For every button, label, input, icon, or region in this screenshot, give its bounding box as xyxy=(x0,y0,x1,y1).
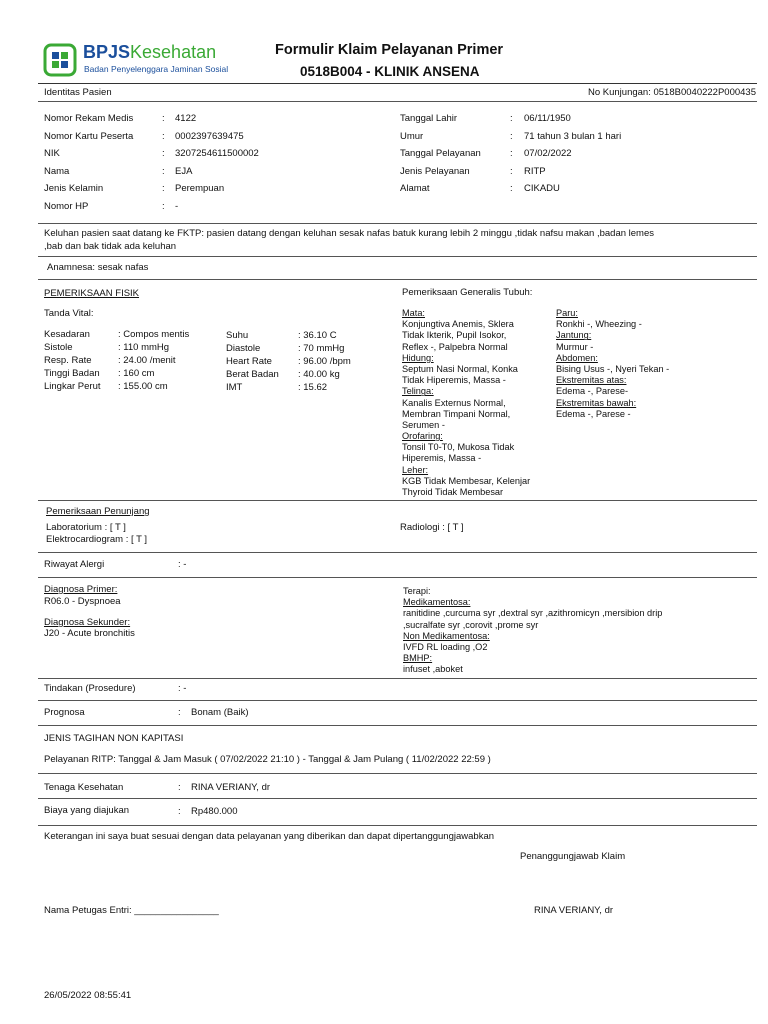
vital-label: Berat Badan xyxy=(226,369,279,380)
value-kartu-peserta: 0002397639475 xyxy=(175,130,244,142)
bmhp: infuset ,aboket xyxy=(403,664,463,675)
riwayat-alergi-label: Riwayat Alergi xyxy=(44,559,105,570)
terapi-heading: Terapi: xyxy=(403,586,431,596)
keterangan: Keterangan ini saya buat sesuai dengan data pelayanan yang diberikan dan dapat dipertanggungjawabkan xyxy=(44,831,495,842)
patient-right-values xyxy=(524,110,621,198)
vital-value: : Compos mentis xyxy=(118,329,190,340)
label-tanggal-lahir: Tanggal Lahir xyxy=(400,113,458,124)
generalis-finding: Edema -, Parese - xyxy=(556,408,631,419)
no-kunjungan: No Kunjungan: 0518B0040222P000435 xyxy=(588,87,756,98)
sep: : xyxy=(162,200,165,212)
vital-label: Kesadaran xyxy=(44,329,90,340)
vital-value: : 24.00 /menit xyxy=(118,355,176,366)
label-jenis-pelayanan: Jenis Pelayanan xyxy=(400,165,470,177)
sep: : xyxy=(510,165,513,177)
generalis-finding: Septum Nasi Normal, Konka xyxy=(402,363,518,374)
generalis-section-heading: Telinga: xyxy=(402,386,434,397)
biaya-value: Rp480.000 xyxy=(191,806,238,817)
generalis-finding: Membran Timpani Normal, xyxy=(402,408,511,419)
sep: : xyxy=(162,148,165,160)
generalis-finding: Hiperemis, Massa - xyxy=(402,453,482,464)
generalis-heading: Pemeriksaan Generalis Tubuh: xyxy=(402,287,533,298)
logo-subtitle: Badan Penyelenggara Jaminan Sosial xyxy=(84,64,229,74)
label-tanggal-pelayanan: Tanggal Pelayanan xyxy=(400,148,481,160)
label-kartu-peserta: Nomor Kartu Peserta xyxy=(44,130,134,142)
vitals-left-labels xyxy=(44,328,101,393)
sep: : xyxy=(162,165,165,177)
vitals-left-values xyxy=(118,328,189,393)
prognosa-label: Prognosa xyxy=(44,707,85,718)
vitals-right-values xyxy=(298,329,351,394)
prognosa-value: Bonam (Baik) xyxy=(191,707,249,718)
sep: : xyxy=(162,113,165,124)
non-medikamentosa: IVFD RL loading ,O2 xyxy=(403,641,488,652)
value-tanggal-pelayanan: 07/02/2022 xyxy=(524,148,572,160)
generalis-finding: Tidak Hiperemis, Massa - xyxy=(402,375,506,386)
radiologi: Radiologi : [ T ] xyxy=(400,522,464,533)
label-alamat: Alamat xyxy=(400,183,430,195)
generalis-column-2 xyxy=(556,308,669,420)
laboratorium: Laboratorium : [ T ] xyxy=(46,522,126,533)
vital-value: : 155.00 cm xyxy=(118,381,168,392)
generalis-section-heading: Hidung: xyxy=(402,352,434,363)
generalis-finding: KGB Tidak Membesar, Kelenjar xyxy=(402,475,531,486)
vital-value: : 36.10 C xyxy=(298,330,337,341)
tagihan-detail: Pelayanan RITP: Tanggal & Jam Masuk ( 07/02/2022 21:10 ) - Tanggal & Jam Pulang ( 11/02/2022 22:59 ) xyxy=(44,754,491,765)
generalis-section-heading: Paru: xyxy=(556,308,578,318)
value-rekam-medis: 4122 xyxy=(175,113,197,124)
pemeriksaan-fisik-heading: PEMERIKSAAN FISIK xyxy=(44,288,140,299)
tindakan-label: Tindakan (Prosedure) xyxy=(44,683,136,694)
biaya-label: Biaya yang diajukan xyxy=(44,805,130,816)
tenaga-value: RINA VERIANY, dr xyxy=(191,782,271,793)
generalis-section-heading: Jantung: xyxy=(556,330,592,341)
generalis-section-heading: Abdomen: xyxy=(556,352,598,363)
value-umur: 71 tahun 3 bulan 1 hari xyxy=(524,130,622,142)
generalis-finding: Thyroid Tidak Membesar xyxy=(402,487,504,497)
identitas-label: Identitas Pasien xyxy=(44,87,112,98)
patient-left-seps xyxy=(162,110,165,216)
anamnesa: Anamnesa: sesak nafas xyxy=(47,262,149,273)
sep: : xyxy=(162,183,165,195)
logo-kesehatan-text: Kesehatan xyxy=(130,42,217,62)
generalis-finding: Konjungtiva Anemis, Sklera xyxy=(402,319,514,330)
tanda-vital-label: Tanda Vital: xyxy=(44,308,94,319)
keluhan-line-1: Keluhan pasien saat datang ke FKTP: pasien datang dengan keluhan sesak nafas batuk kurang lebih 2 minggu ,tidak nafsu makan ,badan lemes xyxy=(44,228,654,239)
vital-label: Suhu xyxy=(226,330,249,341)
non-medikamentosa-heading: Non Medikamentosa: xyxy=(403,630,490,641)
elektrocardiogram: Elektrocardiogram : [ T ] xyxy=(46,534,148,545)
terapi-section xyxy=(403,586,662,676)
diagnosa-primer: R06.0 - Dyspnoea xyxy=(44,596,121,607)
generalis-section-heading: Mata: xyxy=(402,308,425,318)
generalis-finding: Murmur - xyxy=(556,341,594,352)
diagnosa-sekunder: J20 - Acute bronchitis xyxy=(44,628,135,639)
clinic-title: 0518B004 - KLINIK ANSENA xyxy=(300,64,480,79)
tenaga-sep: : xyxy=(178,782,181,793)
generalis-finding: Tidak Ikterik, Pupil Isokor, xyxy=(402,330,507,341)
vital-label: IMT xyxy=(226,382,243,393)
label-umur: Umur xyxy=(400,130,424,142)
patient-left-values xyxy=(175,110,259,216)
vital-label: Tinggi Badan xyxy=(44,368,100,379)
vital-value: : 15.62 xyxy=(298,382,328,393)
value-nama: EJA xyxy=(175,165,193,177)
value-jenis-pelayanan: RITP xyxy=(524,165,546,177)
page-title: Formulir Klaim Pelayanan Primer xyxy=(275,42,504,58)
vital-label: Sistole xyxy=(44,342,73,353)
label-nama: Nama xyxy=(44,165,70,177)
vital-value: : 160 cm xyxy=(118,368,155,379)
print-timestamp: 26/05/2022 08:55:41 xyxy=(44,990,132,1001)
diagnosa-sekunder-heading: Diagnosa Sekunder: xyxy=(44,617,131,628)
diagnosa-primer-heading: Diagnosa Primer: xyxy=(44,584,118,595)
prognosa-sep: : xyxy=(178,707,181,718)
petugas-entri: Nama Petugas Entri: ________________ xyxy=(44,905,219,916)
logo-bpjs-text: BPJS xyxy=(83,42,131,62)
sep: : xyxy=(510,148,513,160)
patient-left-labels xyxy=(44,110,133,216)
sep: : xyxy=(510,183,513,195)
bmhp-heading: BMHP: xyxy=(403,653,433,664)
medikamentosa-line-2: ,sucralfate syr ,corovit ,prome syr xyxy=(403,619,539,630)
tindakan-value: : - xyxy=(178,683,187,694)
penunjang-heading: Pemeriksaan Penunjang xyxy=(46,506,150,517)
sep: : xyxy=(510,130,513,142)
medikamentosa-heading: Medikamentosa: xyxy=(403,597,471,608)
patient-right-labels xyxy=(400,110,481,198)
generalis-finding: Tonsil T0-T0, Mukosa Tidak xyxy=(402,442,515,453)
biaya-sep: : xyxy=(178,806,181,817)
keluhan-line-2: ,bab dan bak tidak ada keluhan xyxy=(44,241,177,252)
vital-value: : 70 mmHg xyxy=(298,343,345,354)
label-nik: NIK xyxy=(44,148,60,160)
vital-value: : 110 mmHg xyxy=(118,342,170,353)
sep: : xyxy=(510,113,513,124)
label-jenis-kelamin: Jenis Kelamin xyxy=(44,183,104,195)
generalis-section-heading: Ekstremitas bawah: xyxy=(556,397,637,408)
penanggung-nama: RINA VERIANY, dr xyxy=(534,905,614,916)
medikamentosa-line-1: ranitidine ,curcuma syr ,dextral syr ,azithromicyn ,mersibion drip xyxy=(403,608,663,619)
label-rekam-medis: Nomor Rekam Medis xyxy=(44,113,134,124)
value-nomor-hp: - xyxy=(175,200,179,212)
riwayat-alergi-value: : - xyxy=(178,559,187,570)
vital-label: Heart Rate xyxy=(226,356,272,367)
generalis-section-heading: Orofaring: xyxy=(402,431,443,442)
value-tanggal-lahir: 06/11/1950 xyxy=(524,113,571,124)
generalis-section-heading: Leher: xyxy=(402,464,429,475)
bpjs-logo-icon xyxy=(42,42,78,78)
vitals-right-labels xyxy=(226,329,279,394)
sep: : xyxy=(162,130,165,142)
vital-value: : 96.00 /bpm xyxy=(298,356,351,367)
vital-label: Diastole xyxy=(226,343,261,354)
generalis-section-heading: Ekstremitas atas: xyxy=(556,375,627,386)
generalis-finding: Reflex -, Palpebra Normal xyxy=(402,341,508,352)
vital-label: Resp. Rate xyxy=(44,355,92,366)
generalis-finding: Bising Usus -, Nyeri Tekan - xyxy=(556,363,670,374)
tagihan-heading: JENIS TAGIHAN NON KAPITASI xyxy=(44,733,184,744)
value-nik: 3207254611500002 xyxy=(175,148,259,160)
value-alamat: CIKADU xyxy=(524,183,560,195)
tenaga-label: Tenaga Kesehatan xyxy=(44,782,124,793)
value-jenis-kelamin: Perempuan xyxy=(175,183,225,195)
generalis-finding: Serumen - xyxy=(402,419,445,430)
vital-value: : 40.00 kg xyxy=(298,369,340,380)
generalis-column-1 xyxy=(402,308,552,498)
generalis-finding: Edema -, Parese- xyxy=(556,386,628,397)
penanggung-label: Penanggungjawab Klaim xyxy=(520,851,626,862)
bpjs-logo xyxy=(40,40,230,80)
label-nomor-hp: Nomor HP xyxy=(44,200,89,212)
vital-label: Lingkar Perut xyxy=(44,381,101,392)
patient-right-seps xyxy=(510,110,513,198)
generalis-finding: Kanalis Externus Normal, xyxy=(402,397,506,408)
generalis-finding: Ronkhi -, Wheezing - xyxy=(556,319,642,330)
